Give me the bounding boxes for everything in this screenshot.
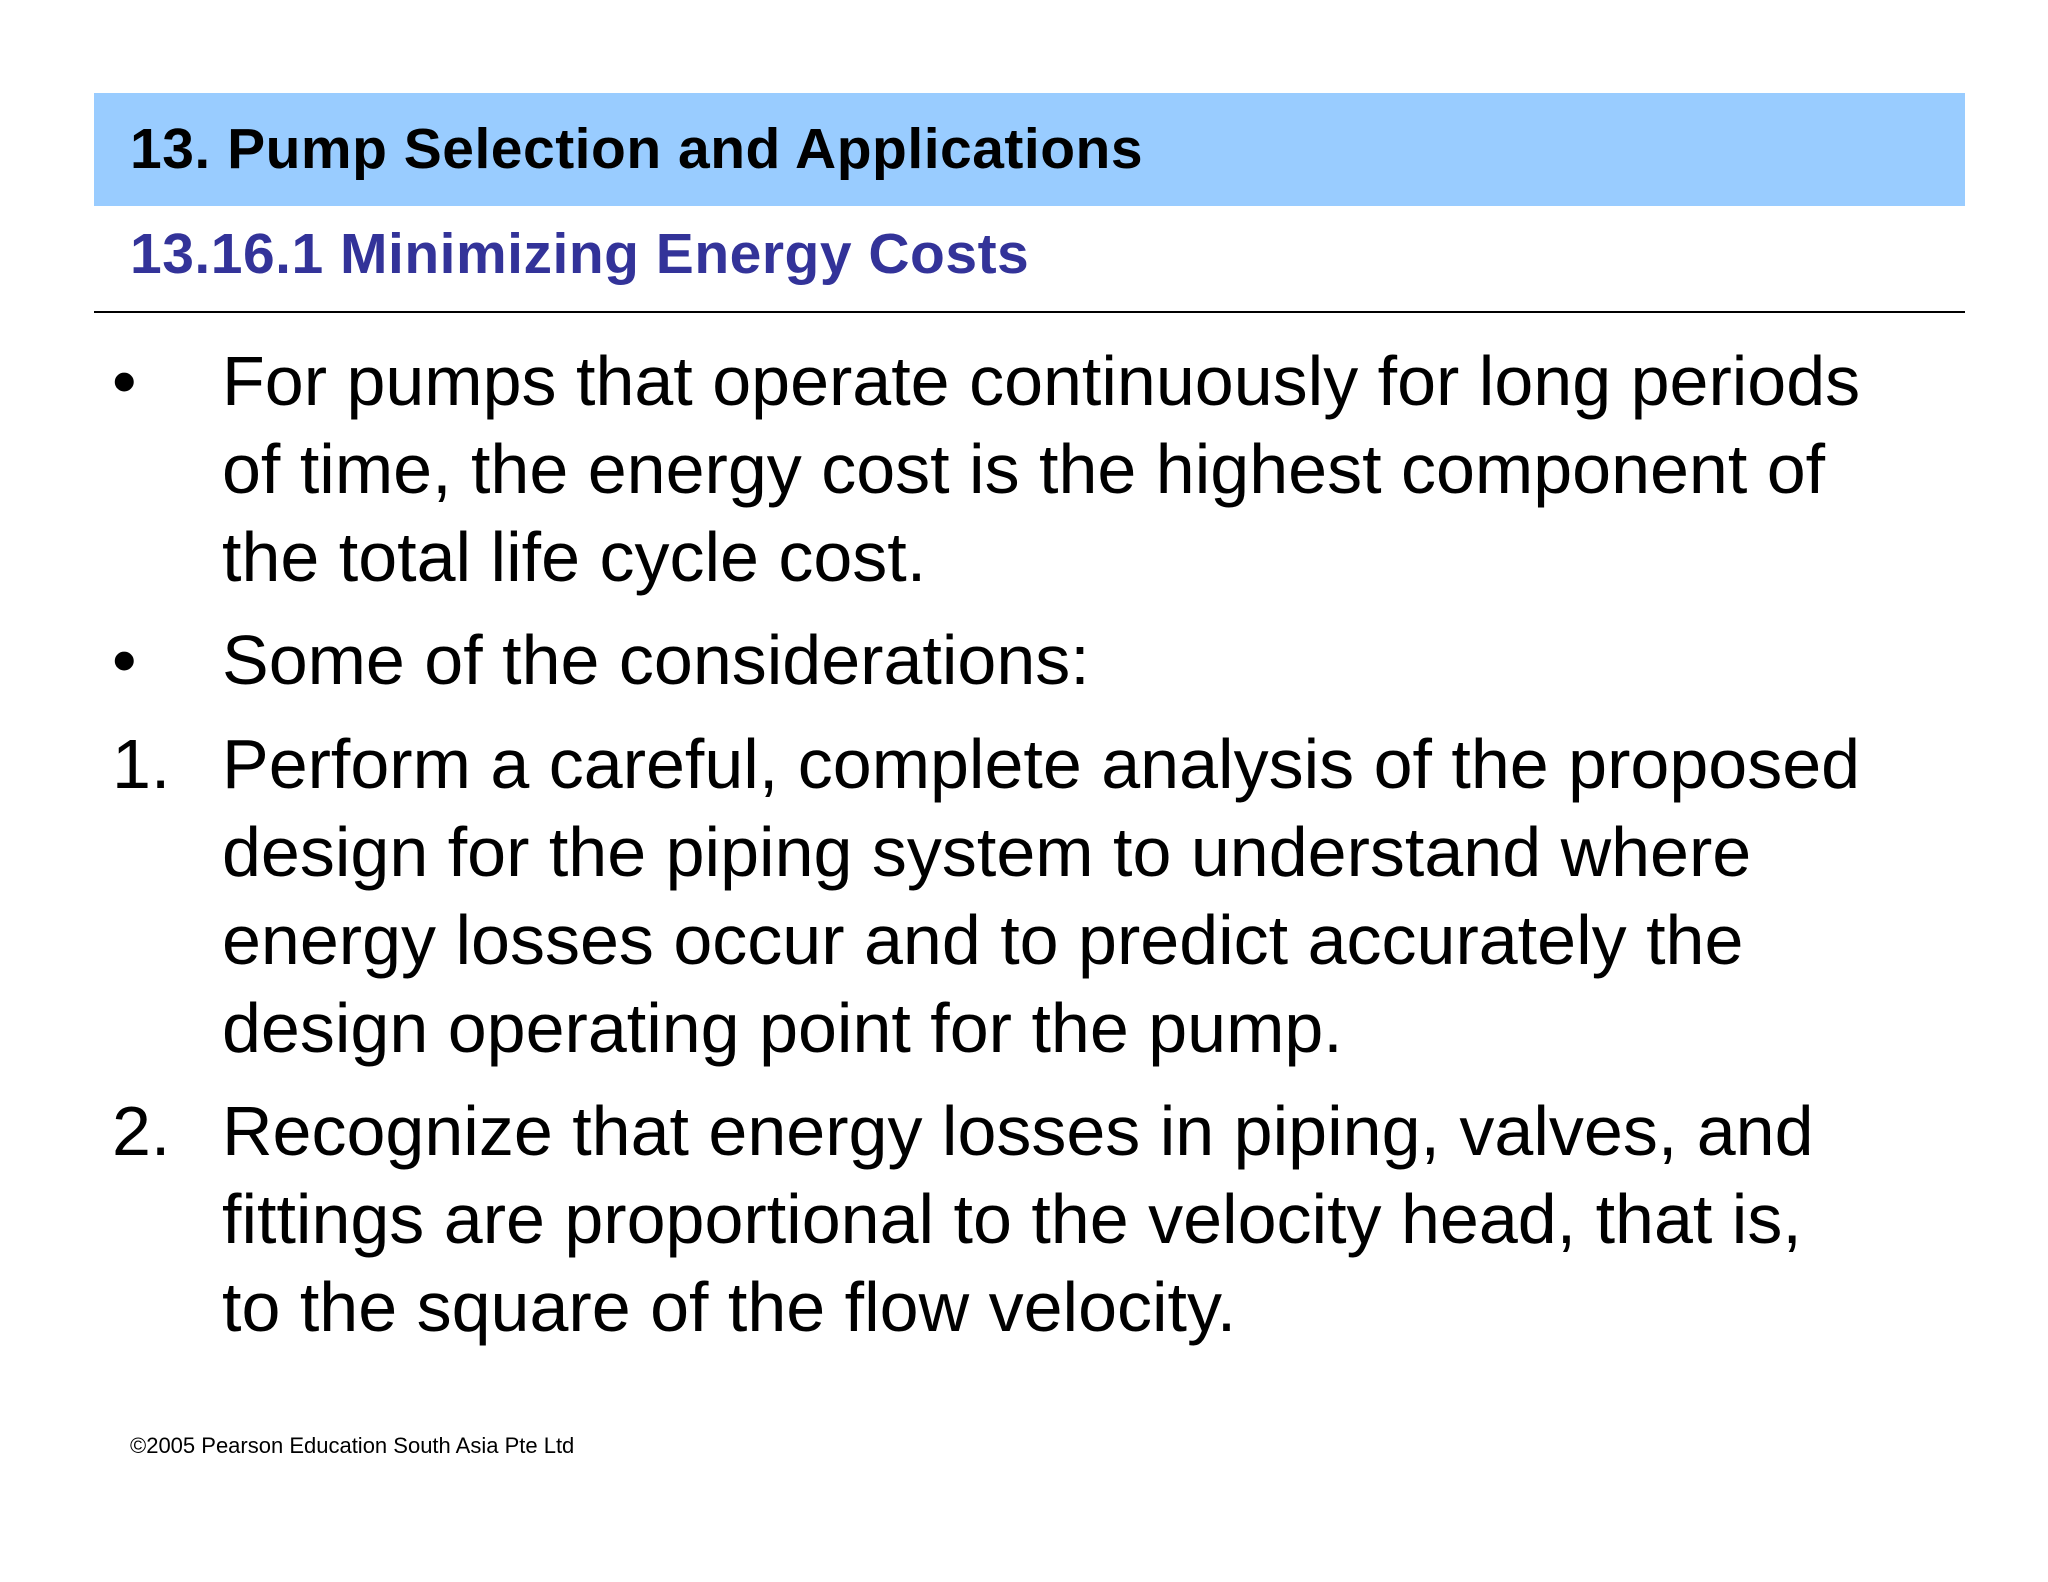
numbered-text: Recognize that energy losses in piping, valves, and fittings are proportional to the velocity head, that is, to the square of the flow velocity. xyxy=(222,1092,1814,1346)
section-title: 13.16.1 Minimizing Energy Costs xyxy=(130,222,1030,286)
bullet-marker: • xyxy=(112,342,137,420)
copyright-notice: ©2005 Pearson Education South Asia Pte Ltd xyxy=(130,1433,575,1458)
title-bar xyxy=(94,93,1965,206)
chapter-title: 13. Pump Selection and Applications xyxy=(130,117,1144,181)
bullet-text: For pumps that operate continuously for long periods of time, the energy cost is the highest component of the total life cycle cost. xyxy=(222,342,1861,596)
bullet-text: Some of the considerations: xyxy=(222,621,1090,699)
numbered-text: Perform a careful, complete analysis of the proposed design for the piping system to understand where energy losses occur and to predict accurately the design operating point for the pump. xyxy=(222,725,1861,1067)
number-marker: 2. xyxy=(112,1092,171,1170)
header-divider xyxy=(94,311,1965,313)
bullet-marker: • xyxy=(112,621,137,699)
number-marker: 1. xyxy=(112,725,171,803)
